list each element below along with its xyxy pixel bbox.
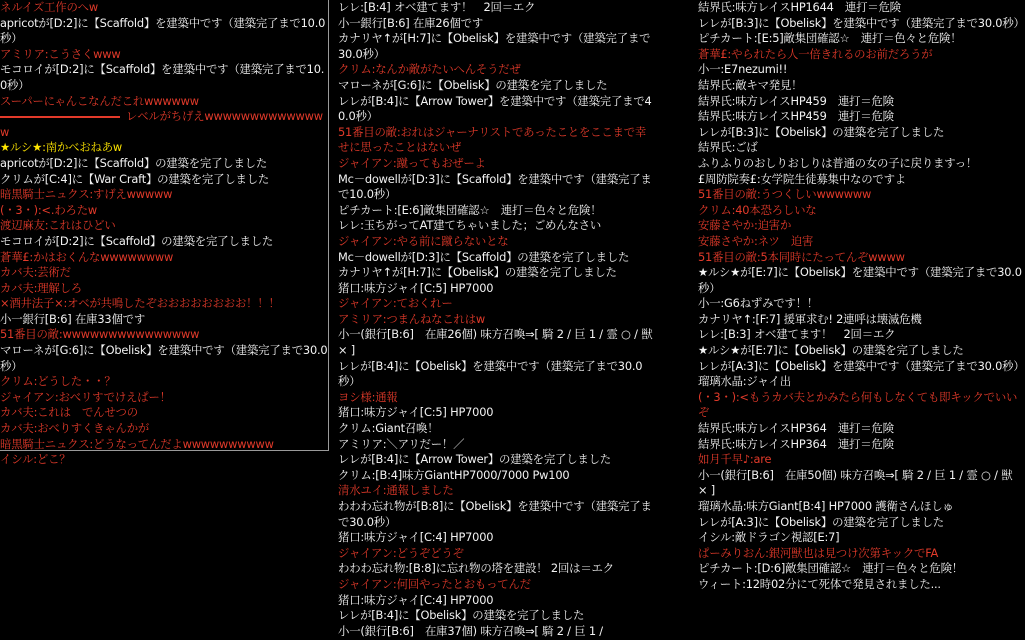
chat-message-text: 結界氏:ごば xyxy=(698,140,758,155)
chat-message-text: クリム:40本恐ろしいな xyxy=(698,202,817,217)
chat-message-text: ネルイズ工作のへw xyxy=(0,0,98,14)
chat-message xyxy=(698,234,1024,250)
chat-message xyxy=(698,530,1024,546)
chat-message xyxy=(338,265,654,281)
chat-message xyxy=(698,359,1024,375)
chat-message xyxy=(0,187,328,203)
chat-message xyxy=(0,281,328,297)
chat-message xyxy=(698,187,1024,203)
chat-message xyxy=(698,0,1024,16)
chat-message-text: ピチカート:[D:6]敵集団確認☆ 連打＝色々と危険！ xyxy=(698,561,963,576)
chat-message xyxy=(338,452,654,468)
chat-message-text: モコロイが[D:2]に【Scaffold】の建築を完了しました xyxy=(0,233,274,248)
chat-message-text: ジャイアン:どうぞどうぞ xyxy=(338,545,464,560)
chat-message-text: スーパーにゃんこなんだこれwwwwww xyxy=(0,93,199,108)
chat-message xyxy=(0,452,328,468)
chat-message xyxy=(338,593,654,609)
chat-message-text: ×酒井法子×:オベが共鳴したぞおおおおおおおお！！！ xyxy=(0,296,280,311)
chat-message xyxy=(338,125,654,156)
chat-message-text: 結界氏:味方レイスHP1644 連打＝危険 xyxy=(698,0,901,14)
chat-message xyxy=(698,374,1024,390)
chat-message xyxy=(338,468,654,484)
chat-message xyxy=(0,296,328,312)
chat-message-text: クリム:どうした・・？ xyxy=(0,374,116,389)
chat-message xyxy=(338,530,654,546)
chat-message-text: ジャイアン:ておくれー xyxy=(338,296,453,311)
chat-message xyxy=(0,390,328,406)
chat-message xyxy=(0,0,328,16)
chat-message xyxy=(0,16,328,47)
chat-message xyxy=(338,312,654,328)
chat-message xyxy=(698,140,1024,156)
chat-message xyxy=(698,452,1024,468)
chat-message-text: レレ:[B:4] オベ建てます！ 2回＝エク xyxy=(338,0,536,14)
chat-message-text: レレが[B:4]に【Obelisk】を建築中です（建築完了まで30.0秒） xyxy=(338,358,643,389)
chat-message-text: マローネが[G:6]に【Obelisk】を建築中です（建築完了まで30.0秒） xyxy=(0,343,328,373)
chat-message-text: Mc－dowellが[D:3]に【Scaffold】の建築を完了しました xyxy=(338,249,630,264)
chat-message-text: クリム:Giant召喚！ xyxy=(338,421,439,436)
chat-message-text: 小一(銀行[B:6] 在庫50個) 味方召喚⇒[ 騎 2 / 巨 1 / 霊 ○ / 獣 × ] xyxy=(698,467,1016,498)
chat-message-text: £周防院奏£:女学院生徒募集中なのですよ xyxy=(698,171,906,186)
chat-message xyxy=(338,327,654,358)
chat-message xyxy=(0,265,328,281)
chat-message xyxy=(0,156,328,172)
chat-message xyxy=(338,62,654,78)
chat-message xyxy=(338,577,654,593)
chat-message xyxy=(698,561,1024,577)
chat-message-text: ピチカート:[E:5]敵集団確認☆ 連打＝色々と危険！ xyxy=(698,31,962,46)
chat-message xyxy=(0,437,328,453)
chat-message xyxy=(338,234,654,250)
chat-message xyxy=(338,16,654,32)
chat-message xyxy=(0,94,328,110)
chat-message xyxy=(338,296,654,312)
chat-message xyxy=(0,343,328,374)
chat-message-text: 結界氏:味方レイスHP459 連打＝危険 xyxy=(698,109,894,124)
chat-message xyxy=(698,265,1024,296)
chat-message xyxy=(338,437,654,453)
chat-message xyxy=(338,156,654,172)
chat-message xyxy=(0,140,328,156)
chat-message-text: 瑠璃水晶:味方Giant[B:4] HP7000 護衛さんほしゅ xyxy=(698,499,954,513)
chat-message xyxy=(338,546,654,562)
chat-message xyxy=(0,234,328,250)
chat-message-text: カバ夫:これは でんせつの xyxy=(0,405,138,420)
chat-message xyxy=(0,109,328,140)
chat-message-text: わわわ忘れ物が[B:8]に【Obelisk】を建築中です（建築完了まで30.0秒） xyxy=(338,499,652,529)
chat-message-text: ジャイアン:おべリすでけえぱー！ xyxy=(0,389,171,404)
chat-message xyxy=(698,546,1024,562)
chat-message-text: わわわ忘れ物:[B:8]に忘れ物の塔を建設！ 2回は＝エク xyxy=(338,561,614,576)
chat-message xyxy=(338,281,654,297)
chat-message-text: 結界氏:味方レイスHP459 連打＝危険 xyxy=(698,93,894,108)
chat-message-text: モコロイが[D:2]に【Scaffold】を建築中です（建築完了まで10.0秒） xyxy=(0,62,325,92)
chat-message-text: レレが[B:4]に【Arrow Tower】の建築を完了しました xyxy=(338,452,611,467)
chat-message-text: イシル:敵ドラゴン視認[E:7] xyxy=(698,530,840,545)
chat-message-text: カナリヤ↑が[H:7]に【Obelisk】の建築を完了しました xyxy=(338,265,617,280)
chat-message-text: 小一銀行[B:6] 在庫26個です xyxy=(338,15,484,30)
chat-message xyxy=(698,468,1024,499)
chat-message-text: アミリア:こうさくwww xyxy=(0,46,121,61)
chat-message xyxy=(698,203,1024,219)
chat-message-text: ジャイアン:蹴ってもおぜーよ xyxy=(338,155,486,170)
chat-message xyxy=(338,421,654,437)
chat-message-text: 51番目の敵:うつくしいwwwwww xyxy=(698,187,872,202)
chat-message-text: 猪口:味方ジャイ[C:5] HP7000 xyxy=(338,280,494,295)
chat-message xyxy=(698,109,1024,125)
chat-message-text: クリム:なんか敵がたいへんそうだぜ xyxy=(338,62,521,77)
chat-message-text: 猪口:味方ジャイ[C:5] HP7000 xyxy=(338,405,494,420)
chat-message xyxy=(698,125,1024,141)
chat-message-text: 如月千早♪:are xyxy=(698,452,772,467)
chat-message xyxy=(698,62,1024,78)
chat-log-column-2 xyxy=(338,0,654,640)
chat-message xyxy=(338,94,654,125)
chat-message xyxy=(338,203,654,219)
chat-message xyxy=(698,421,1024,437)
chat-message xyxy=(698,296,1024,312)
chat-message xyxy=(0,405,328,421)
chat-message xyxy=(338,250,654,266)
chat-message xyxy=(0,250,328,266)
chat-message-text: 小一:G6ねずみです！！ xyxy=(698,296,819,311)
chat-message-text: カナリヤ↑:[F:7] 援軍求む! 2連呼は壊滅危機 xyxy=(698,311,922,326)
chat-message xyxy=(0,62,328,93)
chat-message xyxy=(338,78,654,94)
chat-message-text: 暗黒騎士ニュクス:どうなってんだよwwwwwwwwww xyxy=(0,436,274,451)
chat-message xyxy=(338,31,654,62)
chat-message-text: 結界氏:味方レイスHP364 連打＝危険 xyxy=(698,421,894,436)
chat-message-text: 結界氏:味方レイスHP364 連打＝危険 xyxy=(698,436,894,451)
chat-message-text: ウィート:12時02分にて死体で発見されました... xyxy=(698,576,941,591)
chat-message xyxy=(0,47,328,63)
chat-message xyxy=(698,47,1024,63)
chat-message-text: 51番目の敵:おれはジャーナリストであったことをここまで幸せに思ったことはないぜ xyxy=(338,124,647,155)
chat-message-text: レレ:[B:3] オベ建てます！ 2回＝エク xyxy=(698,327,896,342)
chat-message-text: レレが[B:3]に【Obelisk】の建築を完了しました xyxy=(698,124,945,139)
chat-log-column-1 xyxy=(0,0,329,467)
chat-message xyxy=(338,390,654,406)
chat-message xyxy=(698,31,1024,47)
divider-line xyxy=(0,116,120,118)
chat-message-text: 51番目の敵:wwwwwwwwwwwwwww xyxy=(0,327,200,342)
chat-message-text: 蒼華£:かはおくんなwwwwwwww xyxy=(0,249,174,264)
chat-message xyxy=(338,483,654,499)
chat-message-text: ジャイアン:何回やったとおもってんだ xyxy=(338,576,531,591)
chat-message xyxy=(698,515,1024,531)
chat-message-text: 小一(銀行[B:6] 在庫26個) 味方召喚⇒[ 騎 2 / 巨 1 / 霊 ○ / 獣 × ] xyxy=(338,327,656,358)
chat-message-text: カバ夫:おべりすくきゃんかが xyxy=(0,421,150,436)
chat-message xyxy=(698,437,1024,453)
chat-message-text: 暗黒騎士ニュクス:すげえwwwww xyxy=(0,187,173,202)
chat-message-text: クリム:[B:4]味方GiantHP7000/7000 Pw100 xyxy=(338,467,570,482)
chat-message-text: (・3・):<もうカバ夫とかみたら何もしなくても即キックでいいぞ xyxy=(698,389,1018,420)
chat-message-text: アミリア:＼アリだー！／ xyxy=(338,436,465,451)
chat-message-text: レレが[A:3]に【Obelisk】を建築中です（建築完了まで30.0秒） xyxy=(698,358,1025,373)
chat-message-text: 小一銀行[B:6] 在庫33個です xyxy=(0,311,146,326)
chat-message-text: ぱーみりおん:銀河獣也は見つけ次第キックでFA xyxy=(698,545,939,560)
chat-message-text: 蒼華£:やられたら人一倍きれるのお前だろうが xyxy=(698,46,933,61)
chat-message-text: 瑠璃水晶:ジャイ出 xyxy=(698,374,791,389)
chat-message-text: レレが[B:3]に【Obelisk】を建築中です（建築完了まで30.0秒） xyxy=(698,15,1025,30)
chat-message-text: レレが[B:4]に【Obelisk】の建築を完了しました xyxy=(338,608,585,623)
chat-message-text: ジャイアン:やる前に蹴らないとな xyxy=(338,233,509,248)
chat-message-text: 安藤さやか:迫害か xyxy=(698,218,792,233)
chat-message xyxy=(0,312,328,328)
chat-message-text: カバ夫:芸術だ xyxy=(0,265,71,280)
chat-message xyxy=(338,499,654,530)
chat-message-text: レレが[B:4]に【Arrow Tower】を建築中です（建築完了まで40.0秒） xyxy=(338,93,652,124)
chat-message xyxy=(698,156,1024,172)
chat-message xyxy=(698,390,1024,421)
chat-message-text: 小一:E7nezumi!! xyxy=(698,62,788,77)
chat-message-text: 渡辺麻友:これはひどい xyxy=(0,218,116,233)
chat-message-text: アミリア:つまんねなこれはw xyxy=(338,311,486,326)
chat-message-text: ★ルシ★が[E:7]に【Obelisk】の建築を完了しました xyxy=(698,343,964,358)
chat-message xyxy=(698,343,1024,359)
chat-message xyxy=(698,94,1024,110)
chat-message xyxy=(698,312,1024,328)
chat-message-text: 清水ユイ:通報しました xyxy=(338,483,454,498)
chat-message xyxy=(0,327,328,343)
chat-message-text: 結界氏:敵キマ発見！ xyxy=(698,77,803,92)
chat-message-text: apricotが[D:2]に【Scaffold】を建築中です（建築完了まで10.0秒） xyxy=(0,15,326,46)
chat-message-text: apricotが[D:2]に【Scaffold】の建築を完了しました xyxy=(0,155,268,170)
chat-message xyxy=(338,218,654,234)
chat-message-text: クリムが[C:4]に【War Craft】の建築を完了しました xyxy=(0,171,270,186)
chat-message xyxy=(0,218,328,234)
chat-log-column-3 xyxy=(698,0,1024,640)
chat-message xyxy=(0,421,328,437)
chat-message xyxy=(0,172,328,188)
chat-message xyxy=(338,405,654,421)
chat-message xyxy=(338,624,654,640)
chat-message xyxy=(338,359,654,390)
chat-message-text: カバ夫:理解しろ xyxy=(0,280,82,295)
chat-message-text: 猪口:味方ジャイ[C:4] HP7000 xyxy=(338,592,494,607)
chat-message xyxy=(698,577,1024,593)
chat-message-text: (・3・):<.わろたw xyxy=(0,202,98,217)
chat-message-text: ピチカート:[E:6]敵集団確認☆ 連打＝色々と危険！ xyxy=(338,202,602,217)
chat-message xyxy=(338,608,654,624)
chat-message-text: ★ルシ★:南かべおねあw xyxy=(0,140,123,155)
chat-message-text: レレ:玉ちがってAT建てちゃいました；ごめんなさい xyxy=(338,218,602,233)
chat-message-text: マローネが[G:6]に【Obelisk】の建築を完了しました xyxy=(338,77,608,92)
chat-message xyxy=(338,561,654,577)
chat-message-text: ヨシ様:通報 xyxy=(338,389,398,404)
chat-message-text: ふりふりのおしりおしりは普通の女の子に戻りますっ！ xyxy=(698,155,978,170)
chat-message xyxy=(698,78,1024,94)
chat-message xyxy=(698,218,1024,234)
chat-message xyxy=(338,0,654,16)
chat-message xyxy=(0,203,328,219)
chat-message xyxy=(0,374,328,390)
chat-message-text: 小一(銀行[B:6] 在庫37個) 味方召喚⇒[ 騎 2 / 巨 1 / xyxy=(338,623,603,638)
chat-message-text: 51番目の敵:5本同時にたってんぞwwww xyxy=(698,249,905,264)
chat-message xyxy=(338,172,654,203)
chat-message-text: 安藤さやか:ネツ 迫害 xyxy=(698,233,814,248)
chat-message-text: Mc－dowellが[D:3]に【Scaffold】を建築中です（建築完了まで10.0秒） xyxy=(338,171,652,202)
chat-message-text: ★ルシ★が[E:7]に【Obelisk】を建築中です（建築完了まで30.0秒） xyxy=(698,265,1022,295)
chat-message xyxy=(698,327,1024,343)
chat-message-text: カナリヤ↑が[H:7]に【Obelisk】を建築中です（建築完了まで30.0秒） xyxy=(338,31,651,61)
chat-message xyxy=(698,250,1024,266)
chat-message xyxy=(698,499,1024,515)
chat-message-text: レレが[A:3]に【Obelisk】の建築を完了しました xyxy=(698,514,944,529)
chat-message xyxy=(698,16,1024,32)
chat-message-text: レベルがちげえwwwwwwwwwwwwww xyxy=(0,109,323,139)
chat-message-text: イシル:どこ？ xyxy=(0,452,71,467)
chat-message-text: 猪口:味方ジャイ[C:4] HP7000 xyxy=(338,530,494,545)
chat-message xyxy=(698,172,1024,188)
